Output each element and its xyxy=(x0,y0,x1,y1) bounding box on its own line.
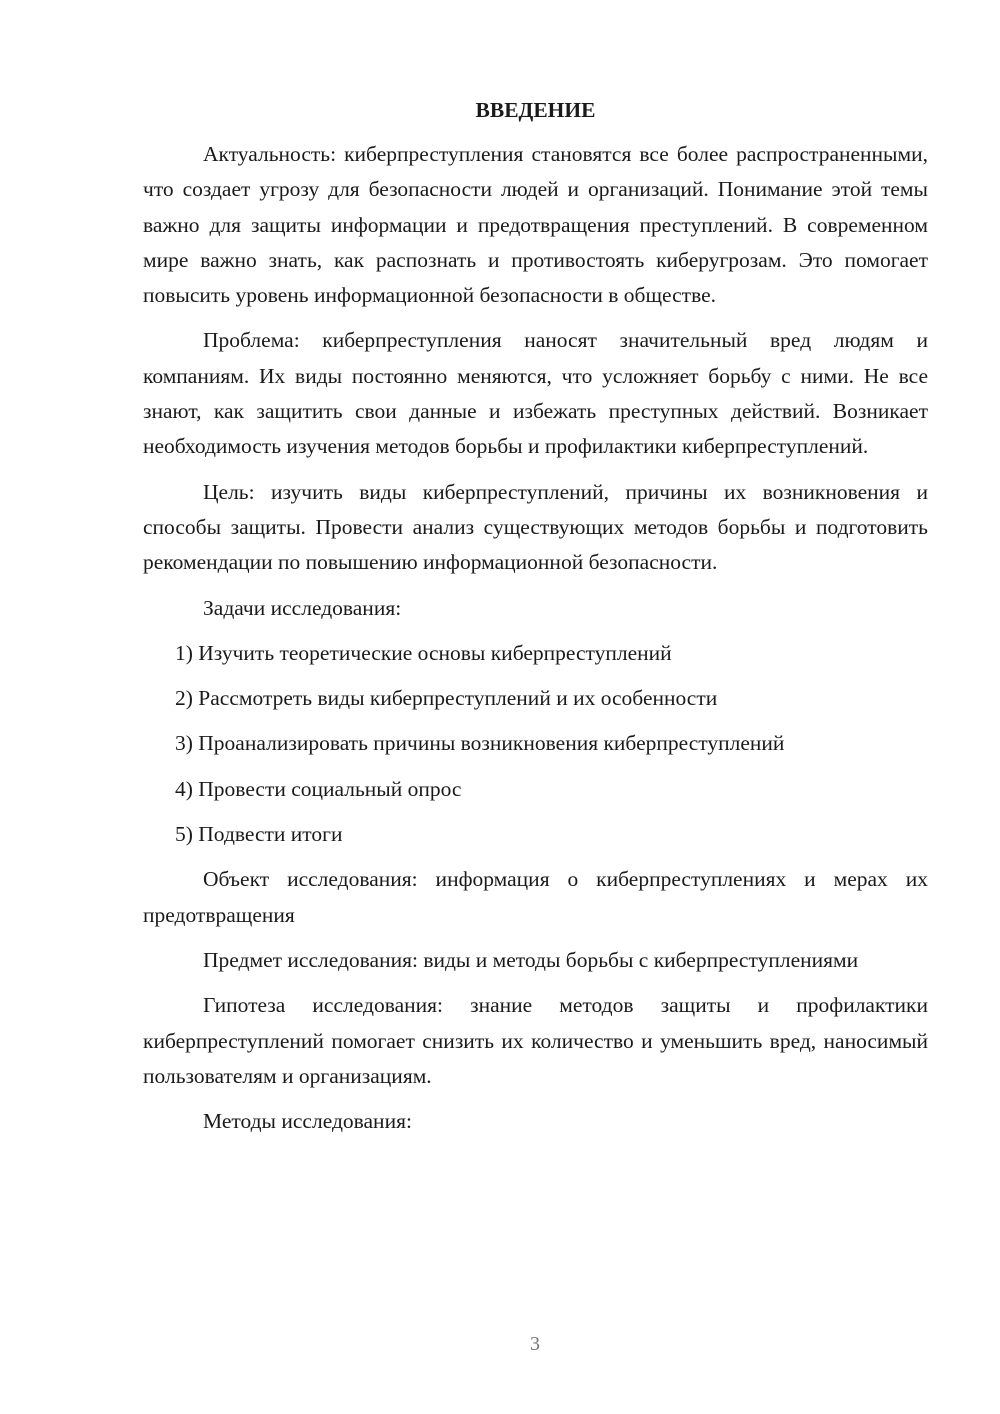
paragraph-hypothesis: Гипотеза исследования: знание методов защиты и профилактики киберпреступлений помогает снизить их количество и уменьшить вред, наносимый пользователям и организациям. xyxy=(143,993,928,1088)
page-number: 3 xyxy=(530,1333,540,1355)
paragraph-relevance: Актуальность: киберпреступления становятся все более распространенными, что создает угрозу для безопасности людей и организаций. Понимание этой темы важно для защиты информации и предотвращения преступлений. В современном мире важно знать, как распознать и противостоять киберугрозам. Это помогает повысить уровень информационной безопасности в обществе. xyxy=(143,142,928,308)
paragraph-subject: Предмет исследования: виды и методы борьбы с киберпреступлениями xyxy=(203,947,859,972)
paragraph-methods: Методы исследования: xyxy=(203,1109,412,1134)
paragraph-object: Объект исследования: информация о киберпреступлениях и мерах их предотвращения xyxy=(143,867,928,927)
task-list-item: 3) Проанализировать причины возникновения киберпреступлений xyxy=(175,731,785,756)
task-list xyxy=(143,636,928,852)
task-list-item: 4) Провести социальный опрос xyxy=(175,776,462,801)
document-page xyxy=(143,94,928,1149)
paragraph-goal: Цель: изучить виды киберпреступлений, причины их возникновения и способы защиты. Провести анализ существующих методов борьбы и подготовить рекомендации по повышению информационной безопасности. xyxy=(143,479,928,575)
task-list-item: 2) Рассмотреть виды киберпреступлений и их особенности xyxy=(175,686,718,711)
section-title: ВВЕДЕНИЕ xyxy=(475,98,596,122)
paragraph-problem: Проблема: киберпреступления наносят значительный вред людям и компаниям. Их виды постоянно меняются, что усложняет борьбу с ними. Не все знают, как защитить свои данные и избежать преступных действий. Возникает необходимость изучения методов борьбы и профилактики киберпреступлений. xyxy=(143,328,928,459)
paragraph-tasks-heading: Задачи исследования: xyxy=(203,595,402,620)
task-list-item: 1) Изучить теоретические основы киберпреступлений xyxy=(175,640,672,665)
task-list-item: 5) Подвести итоги xyxy=(175,822,343,847)
